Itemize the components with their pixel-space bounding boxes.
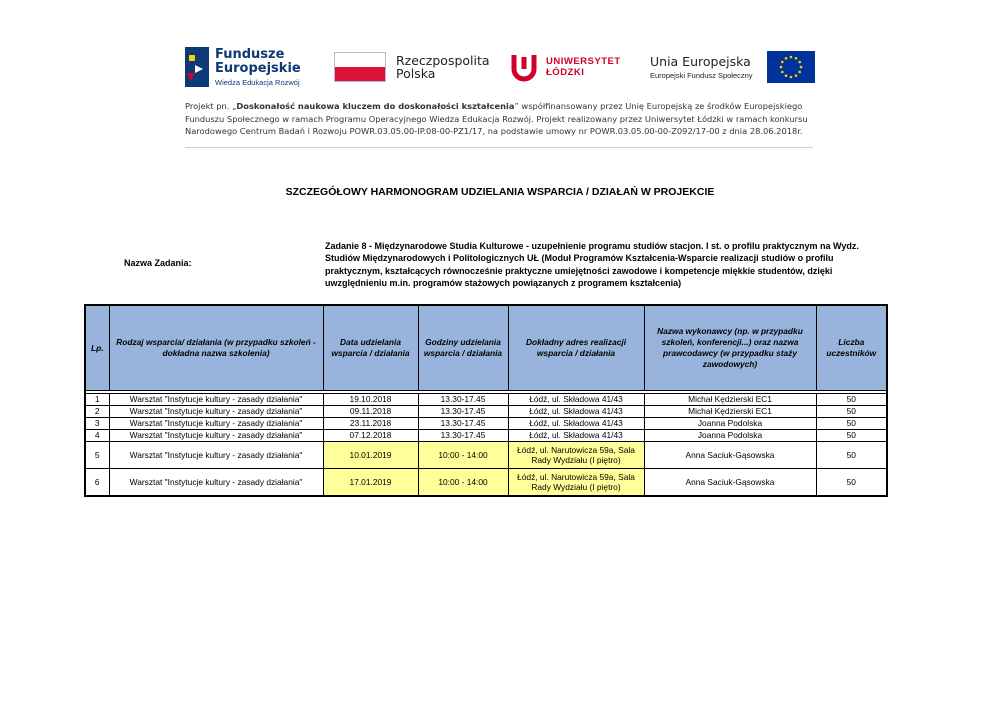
cell-wykonawca: Michał Kędzierski EC1 [644, 394, 816, 406]
unia-line1: Unia Europejska [650, 53, 751, 69]
rzeczpospolita-line2: Polska [396, 66, 436, 81]
uniwersytet-mark-icon [510, 51, 538, 83]
table-header-row [85, 305, 887, 391]
cell-godziny: 10:00 - 14:00 [418, 442, 508, 469]
cell-adres: Łódź, ul. Składowa 41/43 [508, 430, 644, 442]
table-row [85, 406, 887, 418]
logo-bar [0, 44, 1000, 92]
header-liczba: Liczba uczestników [816, 305, 887, 391]
cell-wykonawca: Michał Kędzierski EC1 [644, 406, 816, 418]
cell-liczba: 50 [816, 430, 887, 442]
uniwersytet-line2: ŁÓDZKI [546, 67, 585, 78]
cell-adres: Łódź, ul. Składowa 41/43 [508, 394, 644, 406]
table-row [85, 469, 887, 497]
cell-godziny: 13.30-17.45 [418, 430, 508, 442]
header-data: Data udzielania wsparcia / działania [323, 305, 418, 391]
cell-liczba: 50 [816, 418, 887, 430]
cell-wykonawca: Joanna Podolska [644, 418, 816, 430]
cell-godziny: 10:00 - 14:00 [418, 469, 508, 497]
header-wykonawca: Nazwa wykonawcy (np. w przypadku szkoleń, konferencji...) oraz nazwa prawcodawcy (w przypadku staży zawodowych) [644, 305, 816, 391]
cell-wykonawca: Joanna Podolska [644, 430, 816, 442]
project-name: Doskonałość naukowa kluczem do doskonałości kształcenia [236, 101, 515, 111]
cell-wykonawca: Anna Saciuk-Gąsowska [644, 442, 816, 469]
uniwersytet-line1: UNIWERSYTET [546, 56, 621, 67]
cell-adres: Łódź, ul. Składowa 41/43 [508, 418, 644, 430]
cell-wykonawca: Anna Saciuk-Gąsowska [644, 469, 816, 497]
uniwersytet-lodzki-logo [510, 44, 621, 90]
unia-line2: Europejski Fundusz Społeczny [650, 70, 753, 80]
cell-liczba: 50 [816, 394, 887, 406]
polish-flag-icon [334, 52, 386, 82]
cell-data: 19.10.2018 [323, 394, 418, 406]
cell-rodzaj: Warsztat "Instytucje kultury - zasady działania" [109, 418, 323, 430]
cell-adres: Łódź, ul. Składowa 41/43 [508, 406, 644, 418]
cell-godziny: 13.30-17.45 [418, 418, 508, 430]
task-label: Nazwa Zadania: [124, 258, 192, 268]
task-value: Zadanie 8 - Międzynarodowe Studia Kulturowe - uzupełnienie programu studiów stacjon. I st. o profilu praktycznym na Wydz. Studiów Międzynarodowych i Politologicznych UŁ (Moduł Programów Kształcenia-Wsparcie realizacji studiów o profilu praktycznym, kształcących równocześnie praktyczne umiejętności zawodowe i kompetencje miękkie studentów, dzięki uwzględnieniu m.in. programów stażowych powiązanych z programem kształcenia) [325, 241, 859, 288]
cell-rodzaj: Warsztat "Instytucje kultury - zasady działania" [109, 442, 323, 469]
fundusze-line1: Fundusze [215, 46, 285, 62]
cell-data: 23.11.2018 [323, 418, 418, 430]
cell-lp: 5 [85, 442, 109, 469]
cell-rodzaj: Warsztat "Instytucje kultury - zasady działania" [109, 406, 323, 418]
cell-data: 17.01.2019 [323, 469, 418, 497]
fundusze-line3: Wiedza Edukacja Rozwój [215, 77, 300, 87]
cell-adres: Łódź, ul. Narutowicza 59a, Sala Rady Wydziału (I piętro) [508, 469, 644, 497]
eu-flag-icon [767, 51, 815, 83]
unia-europejska-logo [650, 44, 815, 90]
cell-adres: Łódź, ul. Narutowicza 59a, Sala Rady Wydziału (I piętro) [508, 442, 644, 469]
cell-liczba: 50 [816, 406, 887, 418]
cell-lp: 1 [85, 394, 109, 406]
fundusze-europejskie-icon [185, 47, 209, 87]
cell-lp: 3 [85, 418, 109, 430]
project-suffix: ” współfinansowany przez Unię Europejską ze środków Europejskiego Funduszu Społecznego w ramach Programu Operacyjnego Wiedza Edukacja Rozwój. Projekt realizowany przez Uniwersytet Łódzki w ramach konkursu Narodowego Centrum Badań i Rozwoju POWR.03.05.00-IP.08-00-PZ1/17, na podstawie umowy nr POWR.03.05.00-00-Z092/17-00 z dnia 28.06.2018r. [185, 101, 808, 137]
header-rodzaj: Rodzaj wsparcia/ działania (w przypadku szkoleń - dokładna nazwa szkolenia) [109, 305, 323, 391]
fundusze-line2: Europejskie [215, 60, 301, 76]
cell-godziny: 13.30-17.45 [418, 394, 508, 406]
header-divider [185, 147, 813, 148]
header-adres: Dokładny adres realizacji wsparcia / działania [508, 305, 644, 391]
cell-data: 07.12.2018 [323, 430, 418, 442]
table-row [85, 418, 887, 430]
cell-lp: 2 [85, 406, 109, 418]
cell-data: 10.01.2019 [323, 442, 418, 469]
table-row [85, 394, 887, 406]
cell-lp: 4 [85, 430, 109, 442]
cell-rodzaj: Warsztat "Instytucje kultury - zasady działania" [109, 469, 323, 497]
fundusze-europejskie-logo [185, 44, 301, 90]
project-prefix: Projekt pn. „ [185, 101, 237, 111]
table-row [85, 442, 887, 469]
document-title: SZCZEGÓŁOWY HARMONOGRAM UDZIELANIA WSPARCIA / DZIAŁAŃ W PROJEKCIE [285, 186, 715, 198]
header-godziny: Godziny udzielania wsparcia / działania [418, 305, 508, 391]
cell-lp: 6 [85, 469, 109, 497]
cell-rodzaj: Warsztat "Instytucje kultury - zasady działania" [109, 430, 323, 442]
cell-rodzaj: Warsztat "Instytucje kultury - zasady działania" [109, 394, 323, 406]
cell-liczba: 50 [816, 469, 887, 497]
table-row [85, 430, 887, 442]
cell-liczba: 50 [816, 442, 887, 469]
schedule-table [84, 304, 888, 497]
project-description [185, 100, 825, 138]
rzeczpospolita-line1: Rzeczpospolita [396, 53, 490, 68]
rzeczpospolita-logo [334, 44, 490, 90]
cell-data: 09.11.2018 [323, 406, 418, 418]
cell-godziny: 13.30-17.45 [418, 406, 508, 418]
header-lp: Lp. [85, 305, 109, 391]
